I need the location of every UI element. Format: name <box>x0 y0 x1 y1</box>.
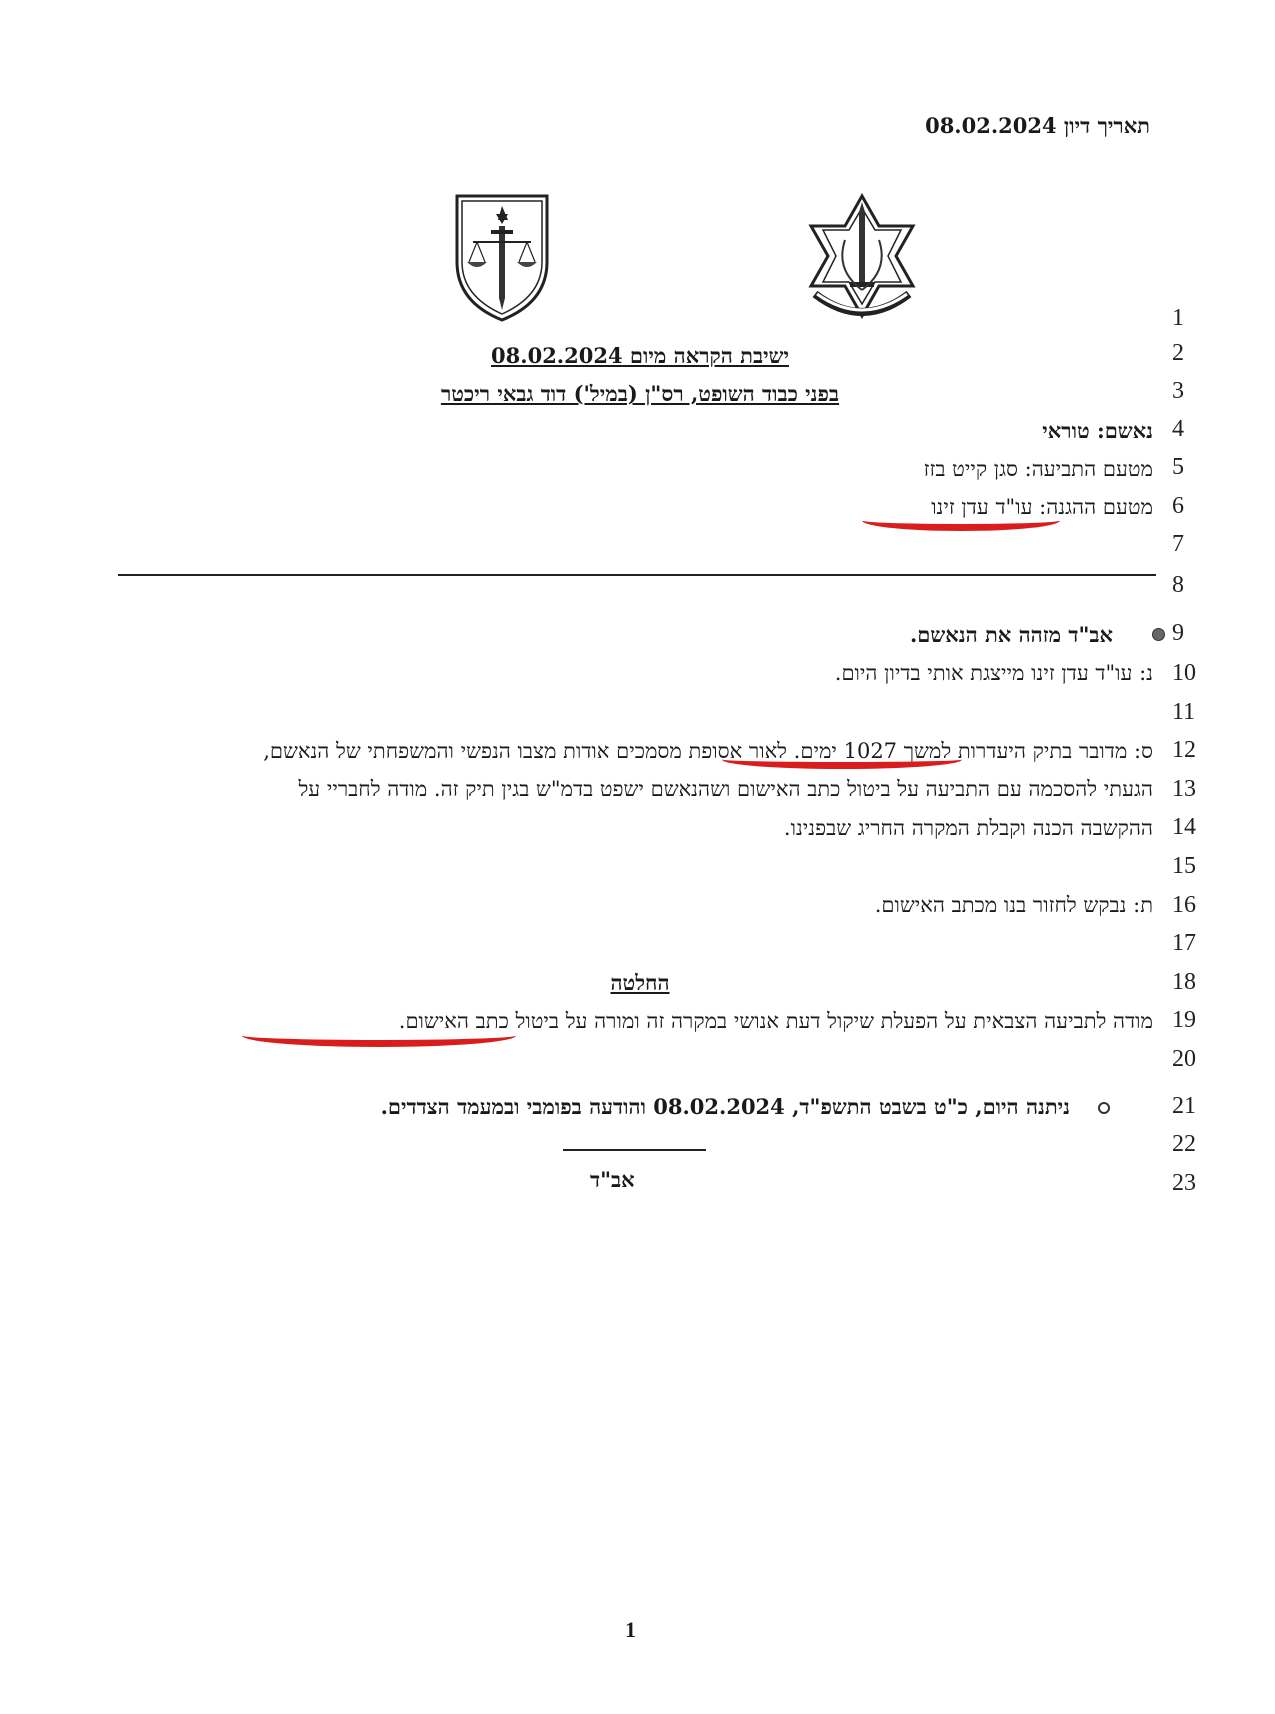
line-number: 22 <box>1172 1131 1196 1157</box>
bullet-icon <box>1152 628 1165 641</box>
proceeding-line-10: נ: עו"ד עדן זינו מייצגת אותי בדיון היום. <box>834 661 1153 685</box>
decision-heading: החלטה <box>610 970 670 995</box>
decision-highlight-mark <box>242 1024 516 1047</box>
proceeding-line-12: ס: מדובר בתיק היעדרות למשך 1027 ימים. לאור אסופת מסמכים אודות מצבו הנפשי והמשפחתי של הנאשם, <box>263 739 1153 763</box>
line-number: 21 <box>1172 1093 1196 1119</box>
prosecution-line: מטעם התביעה: סגן קייט בזז <box>923 457 1153 481</box>
line-number: 17 <box>1172 930 1196 956</box>
line-number: 8 <box>1172 572 1184 598</box>
separator-line <box>118 574 1156 576</box>
bullet-icon <box>1098 1102 1110 1114</box>
line-number: 5 <box>1172 454 1184 480</box>
decision-text: מודה לתביעה הצבאית על הפעלת שיקול דעת אנושי במקרה זה ומורה על ביטול כתב האישום. <box>398 1009 1153 1033</box>
line-number: 14 <box>1172 814 1196 840</box>
proceeding-line-13: הגעתי להסכמה עם התביעה על ביטול כתב האישום ושהנאשם ישפט בדמ"ש בגין תיק זה. מודה לחבריי על <box>298 777 1153 801</box>
line-number: 4 <box>1172 416 1184 442</box>
defense-line: מטעם ההגנה: עו"ד עדן זינו <box>931 495 1153 519</box>
line-number: 13 <box>1172 776 1196 802</box>
line-number: 10 <box>1172 660 1196 686</box>
line-number: 11 <box>1172 699 1196 725</box>
line-number: 12 <box>1172 737 1196 763</box>
hearing-date: תאריך דיון 08.02.2024 <box>925 113 1150 138</box>
absence-highlight-mark <box>722 750 962 769</box>
signature-line <box>563 1149 706 1151</box>
signature-label: אב"ד <box>590 1167 635 1192</box>
proceeding-line-16: ת: נבקש לחזור בנו מכתב האישום. <box>874 893 1153 917</box>
line-number: 2 <box>1172 340 1184 366</box>
line-number: 1 <box>1172 305 1184 331</box>
given-line: ניתנה היום, כ"ט בשבט התשפ"ד, 08.02.2024 והודעה בפומבי ובמעמד הצדדים. <box>380 1094 1070 1119</box>
proceeding-line-9: אב"ד מזהה את הנאשם. <box>909 622 1113 647</box>
line-number: 18 <box>1172 969 1196 995</box>
judge-line: בפני כבוד השופט, רס"ן (במיל') דוד גבאי ריכטר <box>440 381 840 406</box>
line-number: 7 <box>1172 531 1184 557</box>
line-number: 15 <box>1172 853 1196 879</box>
star-sword-olive-branch-icon <box>795 190 929 324</box>
shield-sword-scales-icon <box>453 192 551 324</box>
line-number: 19 <box>1172 1007 1196 1033</box>
accused-line: נאשם: טוראי <box>1042 418 1153 443</box>
page-number: 1 <box>625 1617 636 1642</box>
line-number: 6 <box>1172 493 1184 519</box>
line-number: 9 <box>1172 620 1184 646</box>
session-title: ישיבת הקראה מיום 08.02.2024 <box>491 343 789 368</box>
line-number: 3 <box>1172 378 1184 404</box>
line-number: 16 <box>1172 892 1196 918</box>
proceeding-line-14: ההקשבה הכנה וקבלת המקרה החריג שבפנינו. <box>783 816 1153 840</box>
line-number: 23 <box>1172 1170 1196 1196</box>
defense-highlight-mark <box>862 510 1060 531</box>
line-number: 20 <box>1172 1046 1196 1072</box>
